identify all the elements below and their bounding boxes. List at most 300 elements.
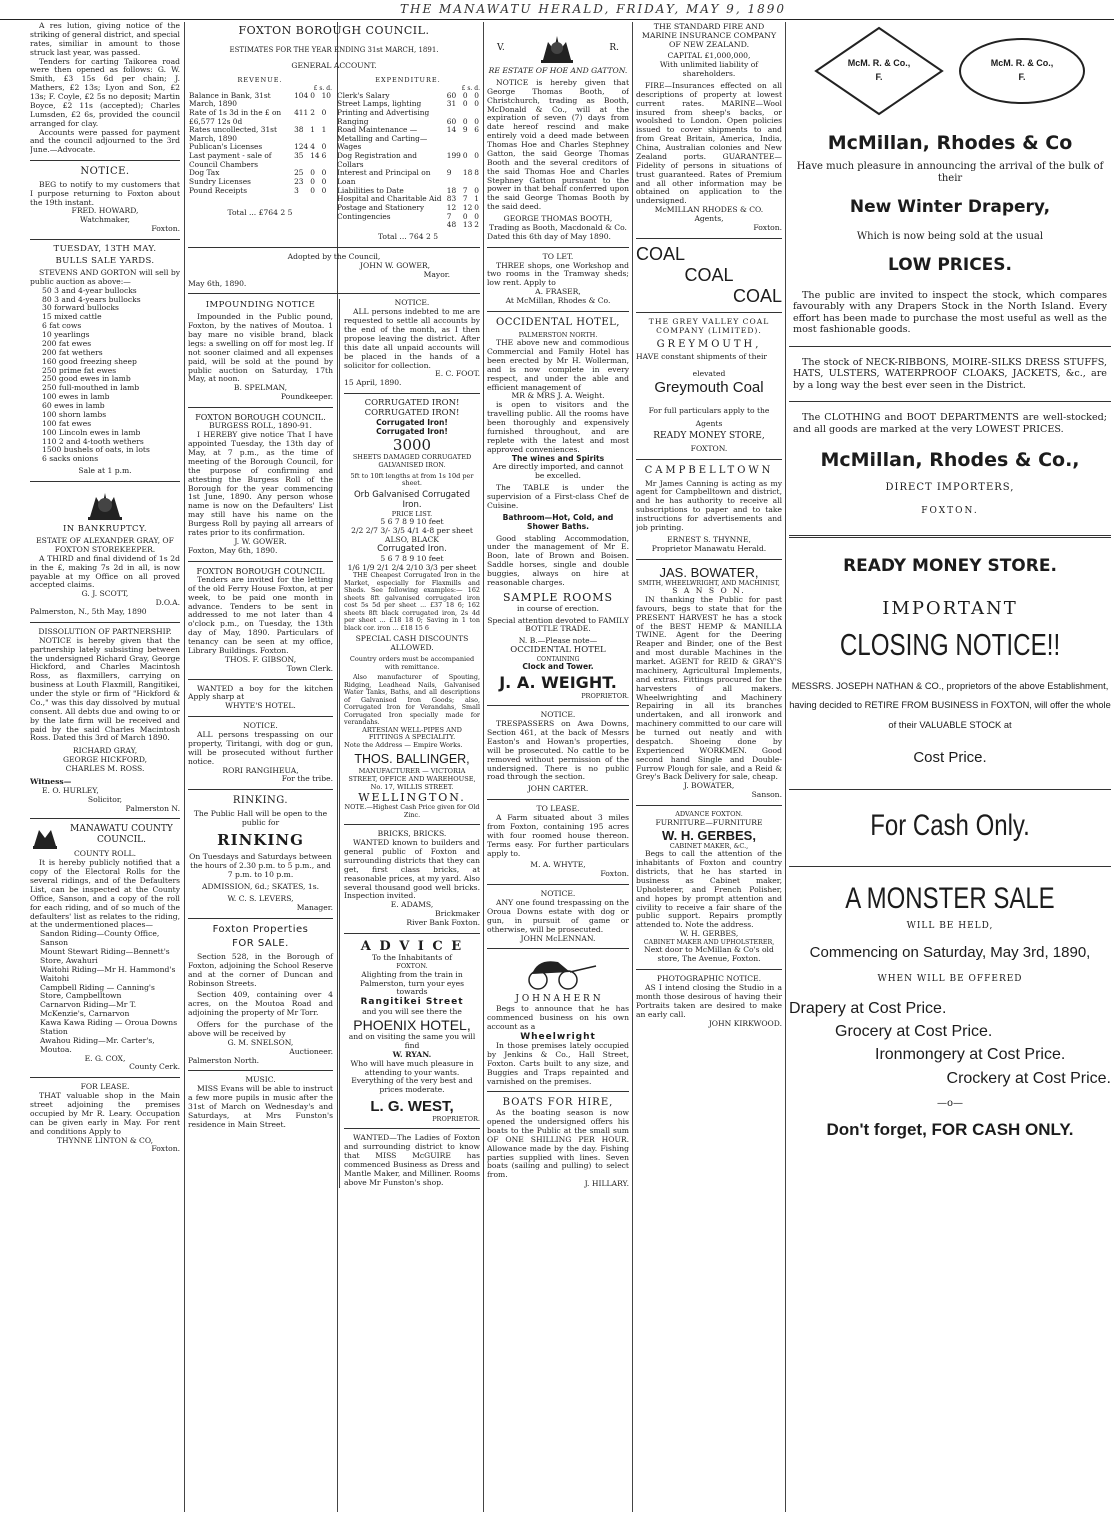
rinking-signature: W. C. S. LEVERS, <box>227 893 294 903</box>
country-orders: Country orders must be accompanied with remittance. <box>349 655 475 671</box>
table-cell: Liabilities to Date <box>337 185 404 195</box>
list-item: 100 shorn lambs <box>42 409 107 419</box>
dissolution-signature: GEORGE HICKFORD, <box>62 755 148 765</box>
gerbes-next: Next door to McMillan & Co's old store, The Avenue, Foxton. <box>644 945 774 964</box>
column-5 <box>636 22 782 1514</box>
iron-heading-2: CORRUGATED IRON! <box>364 408 460 419</box>
list-item: 110 2 and 4-tooth wethers <box>42 436 144 446</box>
tolease-signature: M. A. WHYTE, <box>530 860 586 870</box>
notice-heading: NOTICE. <box>80 166 130 178</box>
rinking-price: ADMISSION, 6d.; SKATES, 1s. <box>201 881 320 891</box>
sale-time: Sale at 1 p.m. <box>78 466 132 476</box>
dissolution-signature: CHARLES M. ROSS. <box>65 764 145 773</box>
awa-body: TRESPASSERS on Awa Downs, Section 461, at the back of Messrs Easton's and Howan's properties, will be prosecuted. No cattle to be removed without permission of the undersigned. There is no public road through the section. <box>487 719 629 782</box>
tolease-heading: TO LEASE. <box>536 804 580 814</box>
west-name: L. G. WEST, <box>370 1098 454 1116</box>
list-item: 6 sacks onions <box>42 454 99 464</box>
resolution-text: A res lution, giving notice of the striking of general district, and special rates, similiar in amount to those struck last year, was passed. <box>30 22 180 57</box>
visiting-text: and on visiting the same you will find <box>348 1032 476 1050</box>
divider <box>344 933 480 934</box>
notice-signature: FRED. HOWARD, <box>71 206 139 216</box>
table-cell: 14 <box>310 151 320 161</box>
table-row <box>188 92 332 109</box>
boats-body: As the boating season is now opened the undersigned offers his boats to the Public at the small sum OF ONE SHILLING PER HOUR. Allowance made by the day. Fishing parties supplied with lines. Seven boats (sailing and pulling) to select from. <box>487 1108 629 1180</box>
divider <box>789 401 1111 402</box>
winter-drapery: New Winter Drapery, <box>849 196 1051 217</box>
column-rule <box>632 22 633 1512</box>
sample-rooms: SAMPLE ROOMS <box>502 590 614 604</box>
divider <box>636 969 782 970</box>
table-cell: Ranging <box>337 116 369 126</box>
table-row <box>188 152 332 169</box>
county-heading: MANAWATU COUNTY COUNCIL. <box>70 824 173 845</box>
sub-column-left <box>188 299 333 1187</box>
advice-body: Alighting from the train in Palmerston, turn your eyes towards <box>359 969 465 997</box>
occidental-manager: MR & MRS J. A. Weight. <box>511 391 605 401</box>
ryan-body: Who will have much pleasure in attending to your wants. Everything of the very best and prices moderate. <box>350 1058 474 1095</box>
table-cell: 83 <box>446 194 457 204</box>
bricks-body: WANTED known to builders and general public of Foxton and surrounding districts that they can get, first class bricks, at reasonable prices, at my yard. Also several thousand good well bricks. Inspection invited. <box>344 838 480 901</box>
booth-date: Dated this 6th day of May 1890. <box>487 231 611 241</box>
divider <box>789 789 1111 790</box>
sub-column-right <box>339 299 480 1187</box>
list-item: 6 fat cows <box>42 321 82 331</box>
black-sizes: 5 6 7 8 9 10 feet <box>380 553 444 563</box>
impound-role: Poundkeeper. <box>280 392 333 402</box>
orb-prices: 2/2 2/7 3/- 3/5 4/1 4-8 per sheet <box>351 526 473 536</box>
foxton-label: FOXTON. <box>921 505 979 516</box>
table-cell: 1 <box>321 125 327 135</box>
divider <box>344 393 480 394</box>
stock-text: The stock of NECK-RIBBONS, MOIRE-SILKS DRESS STUFFS, HATS, ULSTERS, WATERPROOF CLOAKS, JACKETS, &c., are by a long way the best ever seen in the District. <box>793 356 1107 391</box>
table-cell: 14 <box>446 125 457 135</box>
campbelltown-signature: ERNEST S. THYNNE, <box>667 534 751 544</box>
table-cell: 7 <box>462 185 468 195</box>
closing-notice: CLOSING NOTICE!! <box>839 626 1061 662</box>
witness-role: Solicitor, <box>87 794 123 804</box>
lease-signature: THYNNE LINTON & CO, <box>56 1135 154 1145</box>
lease-body: THAT valuable shop in the Main street adjoining the premises occupied by Mr R. Leary. Occupation can be given early in May. For rent and conditions Apply to <box>30 1091 180 1136</box>
table-cell: 0 <box>474 99 479 109</box>
table-cell: 199 <box>446 151 461 161</box>
county-body: It is hereby publicly notified that a copy of the Electoral Rolls for the several ridings, and of the Defaulters List, can be inspected at the County Office, Sanson, and a copy of the roll for each riding, and of so much of the defaulters' list as relates to the riding, at the undermentioned places— <box>30 858 180 930</box>
awa-heading: NOTICE. <box>540 710 576 720</box>
rinking-role: Manager. <box>296 902 333 912</box>
let-signature: A. FRASER, <box>535 287 581 297</box>
table-row <box>336 221 480 230</box>
price-list: PRICE LIST. <box>391 509 433 518</box>
table-cell: 0 <box>474 203 479 213</box>
list-item: 60 ewes in lamb <box>42 401 105 411</box>
divider <box>487 799 629 800</box>
list-item: Waitohi Riding—Mr H. Hammond's Waitohi <box>40 964 176 983</box>
particulars: For full particulars apply to the <box>648 405 770 415</box>
table-row <box>336 169 480 186</box>
column-2 <box>188 22 480 1514</box>
divider <box>30 160 180 161</box>
cheap-text: THE Cheapest Corrugated Iron in the Market, especially for Flaxmills and Sheds. See following examples:— 162 sheets 8ft galvanised corrugated iron cost 5s 5d per sheet ... £37 18 6; 162 sheets 8ft black corrugated iron, 2s 4d per sheet ... £18 18 0; Saving in 1 ton black cor. iron ... £18 15 6 <box>344 571 480 632</box>
table-cell: 0 <box>462 99 468 109</box>
table-cell: 12 <box>446 203 457 213</box>
revenue-title: REVENUE. <box>237 75 283 84</box>
campbelltown-body: Mr James Canning is acting as my agent for Campbelltown and district, and he has authority to receive all subscriptions to paper and to take instructions for advertisements and job printing. <box>636 478 782 532</box>
wines-body: Are directly imported, and cannot be excelled. <box>492 462 624 481</box>
list-item: Mount Stewart Riding—Bennett's Store, Awahuri <box>40 947 170 965</box>
divider <box>344 824 480 825</box>
table-cell: 0 <box>310 177 315 187</box>
table-cell: Publican's Licenses <box>189 142 263 152</box>
table-cell: Hospital and Charitable Aid <box>337 194 442 204</box>
bathroom-text: Bathroom—Hot, Cold, and Shower Baths. <box>502 512 614 531</box>
divider <box>487 247 629 248</box>
impound-body: Impounded in the Public pound, Foxton, by the natives of Moutoa. 1 bay mare no visible brand, black legs: a swelling on off for most leg. If not sooner claimed and all expenses paid, will be sold at the pound by public auction on Saturday, 17th May, at noon. <box>188 312 333 384</box>
fire-role: Agents, <box>694 214 724 224</box>
county-signature-role: County Cerk. <box>129 1062 180 1072</box>
list-item: Carnarvon Riding—Mr T. McKenzie's, Carnarvon <box>40 1000 137 1019</box>
table-cell: Sundry Licenses <box>189 177 251 187</box>
tolease-body: A Farm situated about 3 miles from Foxton, containing 195 acres with four roomed house thereon. Terms easy. For further particulars apply to. <box>487 813 629 858</box>
foot-date: 15 April, 1890. <box>344 378 402 388</box>
divider <box>487 311 629 312</box>
list-item: 250 full-mouthed in lamb <box>42 383 140 393</box>
table-cell: 124 <box>294 142 309 152</box>
property-place: Palmerston North. <box>188 1055 260 1065</box>
black-prices: 1/6 1/9 2/1 2/4 2/10 3/3 per sheet <box>347 562 477 572</box>
property-2: Section 409, containing over 4 acres, on the Moutoa Road and adjoining the property of Mr Torr. <box>188 990 333 1018</box>
divider <box>636 459 782 460</box>
table-row <box>336 100 480 117</box>
ballinger-name: THOS. BALLINGER, <box>354 751 470 766</box>
grey-company: THE GREY VALLEY COAL COMPANY (LIMITED). <box>648 316 770 335</box>
divider <box>188 293 480 294</box>
monster-sale: A MONSTER SALE <box>845 882 1055 916</box>
lsd-label: £ s. d. <box>313 84 332 92</box>
wells-text: ARTESIAN WELL-PIPES AND FITTINGS A SPECIALITY. <box>362 725 462 742</box>
bowater-place: Sanson. <box>751 790 782 800</box>
council-heading: FOXTON BOROUGH COUNCIL. <box>238 24 430 37</box>
sample-sub: in course of erection. <box>517 603 599 613</box>
list-item: 30 forward bullocks <box>42 303 119 313</box>
table-cell: Clerk's Salary <box>337 90 390 100</box>
divider <box>188 561 333 562</box>
stamp-2-label: McM. R. & Co., <box>990 58 1054 68</box>
burgess-body: I HEREBY give notice That I have appointed Tuesday, the 13th day of May, at 7 p.m., as the time of meeting of the Borough Council, for the purpose of confirming and attesting the Burgess Roll of the Borough for the year commencing 1st June, 1890. Any person whose name is now on the Defaulters' List may still have his name on the Burgess Roll by paying all arrears of rates prior to its confirmation. <box>188 430 333 537</box>
table-cell: 2 <box>474 220 479 230</box>
photo-body: AS I intend closing the Studio in a month those desirous of having their Portraits taken are desired to make an early call. <box>636 983 782 1019</box>
impound-signature: B. SPELMAN, <box>233 383 288 393</box>
column-6 <box>789 22 1111 1514</box>
photo-heading: PHOTOGRAPHIC NOTICE. <box>656 974 762 984</box>
table-cell: 0 <box>462 151 468 161</box>
table-cell: 48 <box>446 220 457 230</box>
table-cell: 0 <box>321 185 327 195</box>
table-row <box>336 126 480 152</box>
advice-to: To the Inhabitants of <box>371 953 453 963</box>
mcmillan-heading: McMillan, Rhodes & Co <box>827 132 1073 154</box>
greymouth: GREYMOUTH, <box>656 338 762 350</box>
advice-see: and you will see there the <box>362 1006 462 1016</box>
witness-name: E. O. HURLEY, <box>42 785 99 795</box>
furniture-heading: FURNITURE—FURNITURE <box>655 817 763 827</box>
table-cell: 0 <box>474 151 479 161</box>
elevated: elevated <box>692 369 726 379</box>
occidental-heading: OCCIDENTAL HOTEL, <box>496 316 620 328</box>
importers: DIRECT IMPORTERS, <box>885 481 1015 493</box>
nb-text: N. B.—Please note— <box>518 636 598 646</box>
foot-body: ALL persons indebted to me are requested to settle all accounts by the end of the month, as I then propose leaving the district. After this date all unpaid accounts will be placed in the hands of a solicitor for collection. <box>344 307 480 370</box>
gerbes-body: Begs to call the attention of the inhabitants of Foxton and country districts, that he has started in business as Cabinet maker, Upholsterer, and French Polisher, and hopes by prompt attention and civility to receive a fair share of the public support. Repairs promptly attended to. Note the address. <box>636 849 782 930</box>
table-cell: 104 <box>294 90 309 100</box>
estate-signature-role: D.O.A. <box>155 598 180 608</box>
accounts-text: Accounts were passed for payment and the council adjourned to the 3rd June.—Advocate. <box>30 127 180 155</box>
list-item: 250 good ewes in lamb <box>42 374 131 384</box>
cash-only: For Cash Only. <box>870 809 1030 843</box>
witness-label: Witness— <box>30 776 72 786</box>
divider <box>789 346 1111 347</box>
gerbes-role: CABINET MAKER AND UPHOLSTERER, <box>643 939 775 947</box>
bankruptcy-heading: IN BANKRUPTCY. <box>63 524 147 535</box>
music-body: MISS Evans will be able to instruct a few more pupils in music after the 31st of March on Wednesday's and Saturdays, at Mrs Funston's residence in Main Street. <box>188 1084 333 1129</box>
table-cell: 4 <box>310 142 315 152</box>
gerbes-signature: W. H. GERBES, <box>679 929 739 939</box>
vr-v: V. <box>497 42 505 53</box>
table-cell: 0 <box>321 168 327 178</box>
booth-signature: GEORGE THOMAS BOOTH, <box>503 214 613 223</box>
estimates-title: ESTIMATES FOR THE YEAR ENDING 31st MARCH, 1891. <box>229 45 439 54</box>
table-cell: 35 <box>294 151 304 161</box>
table-cell: Last payment - sale of Council Chambers <box>189 151 272 169</box>
table-cell: 1 <box>310 125 315 135</box>
expenditure-title: EXPENDITURE. <box>375 75 441 84</box>
column-rule <box>785 22 786 1512</box>
county-signature: E. G. COX, <box>84 1053 126 1063</box>
list-item: 80 3 and 4-years bullocks <box>42 294 141 304</box>
photo-signature: JOHN KIRKWOOD. <box>708 1018 782 1028</box>
grocery-line: Grocery at Cost Price. <box>835 1023 993 1041</box>
bricks-role: Brickmaker <box>435 909 480 919</box>
table-cell: 0 <box>462 211 468 221</box>
diamond-stamp-icon <box>814 26 944 116</box>
let-place: At McMillan, Rhodes & Co. <box>505 296 611 305</box>
lease-heading: FOR LEASE. <box>80 1082 130 1092</box>
maker-text: Also manufacturer of Spouting, Ridging, Leadhead Nails, Galvanised Water Tanks, Baths, and all descriptions of Galvanised Iron Goods; also, Corrugated Iron for Verandahs, Small Corrugated Iron specially made for verandahs. <box>344 673 480 727</box>
table-cell: Dog Registration and Collars <box>337 151 417 169</box>
divider <box>30 622 180 623</box>
table-cell <box>336 221 446 230</box>
table-text: The TABLE is under the supervision of a First-class Chef de Cuisine. <box>487 483 629 510</box>
table-row <box>188 126 332 143</box>
divider <box>636 559 782 560</box>
list-item: 160 good freezing sheep <box>42 356 137 366</box>
advice-heading: A D V I C E <box>360 938 464 954</box>
rinking-big: RINKING <box>217 830 304 849</box>
which-text: Which is now being sold at the usual <box>856 231 1044 243</box>
weight-role: PROPRIETOR. <box>581 691 629 700</box>
estate-body: A THIRD and final dividend of 1s 2d in the £, making 7s 2d in all, is now payable at my Office on all proved accepted claims. <box>30 553 180 590</box>
properties-sale: FOR SALE. <box>232 938 289 950</box>
ferry-body: Tenders are invited for the letting of the old Ferry House Foxton, at per week, to be paid one month in advance. Tenders to be sent in addressed to me not later than 4 o'clock p.m., on Tuesday, the 13th day of May, 1890. Particulars of tenancy can be seen at my office, Library Buildings. Foxton. <box>188 574 333 655</box>
vr-r: R. <box>609 42 619 53</box>
divider <box>188 716 333 717</box>
stable-text: Good stabling Accommodation, under the management of Mr E. Boon, late of Brown and Boisen. Saddle horses, single and double buggies, always on hire at reasonable charges. <box>487 533 629 587</box>
list-item: 1500 bushels of oats, in lots <box>42 445 150 455</box>
revenue-section <box>188 77 332 242</box>
list-item: 10 yearlings <box>42 330 90 340</box>
general-account: GENERAL ACCOUNT. <box>291 61 377 71</box>
burgess-signature: J. W. GOWER. <box>234 536 287 546</box>
council-crest-icon <box>30 824 60 850</box>
list-item: 200 fat wethers <box>42 347 103 357</box>
adopted-text: Adopted by the Council, <box>287 251 381 261</box>
witness-place: Palmerston N. <box>125 803 180 813</box>
estate-date: Palmerston, N., 5th May, 1890 <box>30 607 147 616</box>
ready-money-store-heading: READY MONEY STORE. <box>843 555 1057 576</box>
list-item: Awahou Riding—Mr. Carter's, Moutoa. <box>40 1035 155 1054</box>
low-prices: LOW PRICES. <box>887 255 1012 276</box>
sale-date: TUESDAY, 13TH MAY. <box>53 244 157 255</box>
ladies-body: WANTED—The Ladies of Foxton and surrounding district to know that MISS McGUIRE has commenced Business as Dress and Mantle Maker, and Milliner. Rooms above Mr Funston's shop. <box>344 1133 480 1187</box>
list-item: Sandon Riding—County Office, Sanson <box>40 929 160 948</box>
ahern-name: J O H N A H E R N <box>515 994 601 1005</box>
booth-body: NOTICE is hereby given that George Thomas Booth, of Christchurch, trading as Booth, McDonald & Co., will at the expiration of seven (7) days from date hereof rescind and make entirely void a deed made between Thomas Hoe and Charles Stephney Gatton, the said George Thomas Booth and the several creditors of the said Thomas Hoe and Charles Stephney Gatton pursuant to the power in that behalf conferred upon the said George Thomas Booth by the said deed. <box>487 77 629 212</box>
iron-sheets: SHEETS DAMAGED CORRUGATED GALVANISED IRON. <box>352 453 472 469</box>
wheelwright-text: Wheelwright <box>520 1031 596 1042</box>
double-divider <box>789 535 1111 538</box>
table-cell: 9 <box>462 125 468 135</box>
public-text: The public are invited to inspect the stock, which compares favourably with any Drapers Stock in the North Island. Every effort has been made to purchase the most useful as well as the most fashionable goods. <box>793 289 1107 336</box>
orb-heading: Orb Galvanised Corrugated Iron. <box>353 489 471 510</box>
expenditure-total: Total ... 764 2 5 <box>377 232 439 242</box>
divider <box>487 884 629 885</box>
table-cell: 3 <box>294 185 299 195</box>
table-cell: 0 <box>321 107 327 117</box>
table-cell: Pound Receipts <box>189 185 248 195</box>
sale-yards: BULLS SALE YARDS. <box>55 256 155 266</box>
table-cell: 13 <box>462 220 473 230</box>
revenue-total: Total ... £764 2 5 <box>227 208 293 218</box>
wellington-text: WELLINGTON. <box>358 790 466 804</box>
manufacturer-text: MANUFACTURER — VICTORIA STREET, OFFICE AND WAREHOUSE, No. 17, WILLIS STREET. <box>348 767 476 791</box>
address-text: Note the Address — Empire Works. <box>344 741 463 750</box>
list-item: 250 prime fat ewes <box>42 365 117 375</box>
wines-heading: The wines and Spirits <box>511 453 605 463</box>
ahern-body-2: In those premises lately occupied by Jenkins & Co., Hall Street, Foxton. Carts built to any size, and Buggies and Traps repainted and varnished on the premises. <box>487 1041 629 1086</box>
divider <box>789 866 1111 867</box>
pleasure-text: Have much pleasure in announcing the arrival of the bulk of their <box>796 160 1104 184</box>
list-item: Campbell Riding — Canning's Store, Campbelltown <box>40 982 155 1001</box>
masthead: THE MANAWATU HERALD, FRIDAY, MAY 9, 1890 <box>400 2 786 16</box>
coal-3: COAL <box>732 285 782 306</box>
divider <box>344 1128 480 1129</box>
divider <box>487 705 629 706</box>
oroua-signature: JOHN McLENNAN. <box>520 933 596 943</box>
table-cell: 31 <box>446 99 457 109</box>
expenditure-section <box>336 77 480 242</box>
table-cell: 0 <box>474 90 479 100</box>
advance-foxton: ADVANCE FOXTON. <box>675 810 743 819</box>
coal-2: COAL <box>684 264 734 285</box>
occidental-place: PALMERSTON NORTH. <box>518 330 598 339</box>
when-offered: WHEN WILL BE OFFERED <box>877 974 1023 985</box>
whyte-body: WANTED a boy for the kitchen Apply sharp at <box>188 683 333 702</box>
divider <box>188 918 333 919</box>
royal-coat-of-arms-icon <box>82 487 128 521</box>
table-cell: Balance in Bank, 31st March, 1890 <box>189 90 271 109</box>
gerbes-name: W. H. GERBES, <box>662 827 756 843</box>
agents: Agents <box>695 418 723 428</box>
divider <box>188 789 333 790</box>
table-cell: 0 <box>474 116 479 126</box>
notice-signature-place: Foxton. <box>151 224 180 234</box>
fire-heading: THE STANDARD FIRE AND MARINE INSURANCE COMPANY OF NEW ZEALAND. <box>641 22 777 50</box>
properties-heading: Foxton Properties <box>212 923 309 935</box>
divider <box>487 1091 629 1092</box>
containing: CONTAINING <box>536 656 580 664</box>
divider <box>636 312 782 313</box>
county-heading-block <box>30 824 180 850</box>
divider <box>636 238 782 239</box>
adopted-role: Mayor. <box>423 269 450 279</box>
tolease-place: Foxton. <box>600 869 629 879</box>
property-1: Section 528, in the Borough of Foxton, adjoining the School Reserve and at the corner of Duncan and Robinson Streets. <box>188 951 333 988</box>
whyte-signature: WHYTE'S HOTEL. <box>225 701 296 711</box>
column-1 <box>30 22 180 1514</box>
estate-title: ESTATE OF ALEXANDER GRAY, OF FOXTON STOREKEEPER. <box>36 536 174 554</box>
divider <box>30 239 180 240</box>
advice-foxton: FOXTON. <box>396 962 428 971</box>
stock-list <box>30 287 180 465</box>
revenue-table <box>188 92 332 196</box>
table-cell: 25 <box>294 168 304 178</box>
table-cell: 0 <box>462 116 468 126</box>
table-cell: 8 <box>474 168 479 178</box>
royal-coat-of-arms-icon <box>535 32 579 64</box>
table-row <box>336 152 480 169</box>
foot-signature: E. C. FOOT. <box>435 369 480 379</box>
will-be-held: WILL BE HELD, <box>906 921 994 932</box>
iron-heading: CORRUGATED IRON! <box>364 398 460 409</box>
sale-intro: STEVENS AND GORTON will sell by public auction as above:— <box>30 267 180 286</box>
adopted-signature: JOHN W. GOWER, <box>359 260 430 270</box>
fire-body: FIRE—Insurances effected on all descriptions of property at lowest current rates. MARINE—Wool insured from sheep's backs, or woolshed to London. Open policies issued to cover shipments to and from Great Britain, America, India, China, Australian colonies and New Zealand ports. GUARANTEE—Fidelity of persons in situations of trust guaranteed. Rates of Premium and all other information may be obtained on application to the undersigned. <box>636 80 782 206</box>
stamps-block <box>789 22 1111 122</box>
boats-heading: BOATS FOR HIRE, <box>502 1097 614 1109</box>
orb-sizes: 5 6 7 8 9 10 feet <box>380 517 444 527</box>
table-cell: 0 <box>462 90 468 100</box>
bowater-name: JAS. BOWATER, <box>659 564 759 580</box>
table-cell: Contingencies <box>337 211 391 221</box>
notice-signature-role: Watchmaker, <box>80 215 130 225</box>
sub-columns <box>188 299 480 1187</box>
stamp-1-label: McM. R. & Co., <box>847 58 911 68</box>
ahern-body: Begs to announce that he has commenced business on his own account as a <box>487 1003 629 1031</box>
table-cell: Dog Tax <box>189 168 220 178</box>
table-cell: 9 <box>446 168 452 178</box>
table-cell: 12 <box>462 203 473 213</box>
liability: With unlimited liability of shareholders. <box>659 60 759 79</box>
ferry-heading: FOXTON BOROUGH COUNCIL <box>196 566 325 576</box>
burgess-date: Foxton, May 6th, 1890. <box>188 545 278 555</box>
table-cell: 6 <box>474 125 479 135</box>
bricks-place: River Bank Foxton. <box>406 918 480 928</box>
iron-bold-2: Corrugated Iron! <box>376 426 448 436</box>
stamp-1-sub: F. <box>875 72 883 82</box>
trespass-body: ALL persons trespassing on our property, Tiritangi, with dog or gun, will be prosecuted without further notice. <box>188 730 333 766</box>
awa-signature: JOHN CARTER. <box>527 784 589 794</box>
table-cell: 0 <box>321 142 327 152</box>
dash-ornament: —o— <box>936 1097 964 1109</box>
ryan-name: W. RYAN. <box>392 1049 432 1059</box>
